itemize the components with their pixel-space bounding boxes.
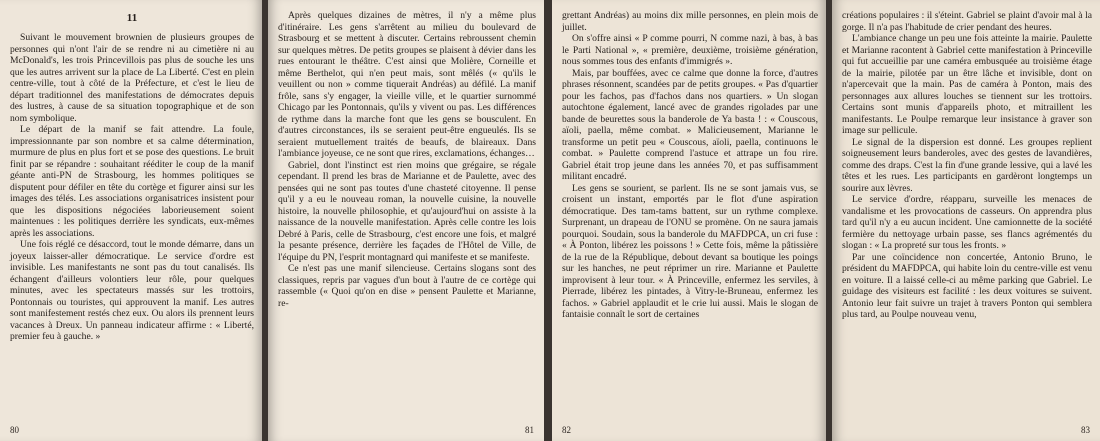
paragraph: Le signal de la dispersion est donné. Les groupes replient soigneusement leurs banderoles, avec des gestes de lavandières, comme des draps. C'est la fin d'une grande lessive, qui a lavé les têtes et les rues. Les participants en gardèront longtemps un sourire aux lèvres. — [842, 136, 1092, 194]
page-text — [842, 10, 1092, 321]
page-number: 81 — [525, 425, 534, 435]
paragraph: Suivant le mouvement brownien de plusieurs groupes de personnes qui n'ont l'air de se rendre ni au cimetière ni au McDonald's, les trois Princevillois pas plus de souche les uns que les autres arrivent sur la place de La Liberté. C'est en plein centre-ville, tout à côté de la Préfecture, et c'est le lieu de départ traditionnel des manifestations de démocrates depuis des lustres, à cause de sa situation topographique et de son nom symbolique. — [10, 32, 254, 124]
page-number: 83 — [1081, 425, 1090, 435]
chapter-number: 11 — [126, 12, 138, 24]
paragraph: grettant Andréas) au moins dix mille personnes, en plein mois de juillet. — [562, 10, 818, 33]
page-82 — [552, 0, 826, 441]
page-80 — [0, 0, 262, 441]
page-number: 80 — [10, 425, 19, 435]
paragraph: Les gens se sourient, se parlent. Ils ne se sont jamais vus, se croisent un instant, emportés par le flot d'une aspiration démocratique. Des tam-tams battent, sur un rythme complexe. Surprenant, un drapeau de l'ONU se promène. On ne saura jamais pourquoi. Soudain, sous la banderole du MAFDPCA, un cri fuse : « À Ponton, libérez les poissons ! » Cette fois, même la pâtissière de la rue de la République, debout devant sa boutique les poings sur les hanches, ne peut réprimer un rire. Marianne et Paulette improvisent à leur tour. « À Princeville, enfermez les serviles, à Pierrade, libérez les pintades, à Vitry-le-Bruneau, enfermez les fachos. » Gabriel applaudit et le crie lui aussi. Mais le slogan de fantaisie connaît le sort de certaines — [562, 182, 818, 320]
page-text — [10, 32, 254, 343]
paragraph: créations populaires : il s'éteint. Gabriel se plaint d'avoir mal à la gorge. Il n'a pas l'habitude de crier pendant des heures. — [842, 10, 1092, 33]
paragraph: Ce n'est pas une manif silencieuse. Certains slogans sont des classiques, repris par vagues d'un bout à l'autre de ce cortège qui rassemble (« Quoi qu'on en dise » pensent Paulette et Marianne, re- — [278, 263, 536, 309]
page-number: 82 — [562, 425, 571, 435]
paragraph: On s'offre ainsi « P comme pourri, N comme nazi, à bas, à bas le Parti National », « première, deuxième, troisième génération, nous sommes tous des enfants d'immigrés ». — [562, 33, 818, 67]
paragraph: Gabriel, dont l'instinct est rien moins que grégaire, se régale cependant. Il prend les bras de Marianne et de Paulette, avec des pensées qui ne sont pas toutes d'une chasteté citoyenne. Il pense qu'il y a eu le nouveau roman, la nouvelle cuisine, la nouvelle histoire, la nouvelle philosophie, et qu'aujourd'hui on assiste à la naissance de la nouvelle manifestation. Après celle contre les lois Debré à Paris, celle de Strasbourg, c'est encore une fois, et malgré la pesante présence, derrière les façades de l'Hôtel de Ville, de l'équipe du PN, l'esprit montagnard qui manifeste et se manifeste. — [278, 159, 536, 263]
page-text — [562, 10, 818, 321]
paragraph: Une fois réglé ce désaccord, tout le monde démarre, dans un joyeux laisser-aller démocratique. Le service d'ordre est invisible. Les manifestants ne sont pas du tout canalisés. Ils échangent d'ailleurs volontiers leur rôle, pour quelques minutes, avec les spectateurs massés sur les trottoirs, Pontonnais ou touristes, qui approuvent la manif. Les autres sont manifestement restés chez eux. Ou alors ils prennent leurs vacances à Dreux. Un panneau indicateur affirme : « Liberté, premier feu à gauche. » — [10, 239, 254, 342]
paragraph: Le départ de la manif se fait attendre. La foule, impressionnante par son nombre et sa calme détermination, murmure de plus en plus fort et se pose des questions. Le bruit finit par se répandre : souhaitant rééditer le coup de la manif géante anti-PN de Strasbourg, les hommes politiques se disputent pour défiler en tête du cortège et figurer ainsi sur les images des télés. Les associations organisatrices insistent pour que les dispositions négociées laborieusement soient maintenues : les politiques derrière les syndicats, eux-mêmes après les associations. — [10, 124, 254, 239]
paragraph: Mais, par bouffées, avec ce calme que donne la force, d'autres phrases résonnent, scandées par de petits groupes. « Pas d'quartier pour les fachos, pas d'fachos dans nos quartiers. » Un slogan autochtone également, lancé avec de grandes rigolades par une bande de beurettes sous la banderole de Ya basta ! : « Couscous, aïoli, paella, même combat. » Malicieusement, Marianne le transforme un petit peu « Couscous, aïoli, paella, continuons le combat. » Paulette comprend l'astuce et attrape un fou rire. Gabriel était trop jeune dans les années 70, et pas suffisamment militant encadré. — [562, 67, 818, 182]
paragraph: Par une coïncidence non concertée, Antonio Bruno, le président du MAFDPCA, qui habite loin du centre-ville est venu en voiture. Il a laissé celle-ci au même parking que Gabriel. Le guidage des visiteurs est facilité : les deux voitures se suivent. Antonio leur fait suivre un trajet à travers Ponton qui semblera plus tard, au Poulpe nouveau venu, — [842, 251, 1092, 320]
page-83 — [832, 0, 1100, 441]
paragraph: Le service d'ordre, réapparu, surveille les menaces de vandalisme et les provocations de casseurs. On apprendra plus tard qu'il n'y a eu aucun incident. Une camionnette de la société fermière du nettoyage urbain passe, ses flancs agrémentés du slogan : « La propreté sur tous les fronts. » — [842, 194, 1092, 251]
page-text — [278, 10, 536, 309]
paragraph: L'ambiance change un peu une fois atteinte la mairie. Paulette et Marianne racontent à Gabriel cette manifestation à Princeville qui fut accueillie par une caméra embusquée au troisième étage de la mairie, pilotée par un être lâche et invisible, dont on n'apercevait que la main. Pas de caméra à Ponton, mais des personnages aux allures louches se tiennent sur les trottoirs. Certains sont munis d'appareils photo, et mitraillent les manifestants. Le Poulpe remarque leur insistance à graver son image sur pellicule. — [842, 33, 1092, 136]
paragraph: Après quelques dizaines de mètres, il n'y a même plus d'itinéraire. Les gens s'arrêtent au milieu du boulevard de Strasbourg et se mettent à discuter. Certains rebroussent chemin sur quelques mètres. De petits groupes se plaisent à dévier dans les rues entourant le théâtre. C'est ainsi que Molière, Corneille et même Berthelot, qui n'en peut mais, sont mêlés (« qu'ils le veuillent ou non » comme tiquerait Andréas) au défilé. La manif frôle, sans s'y engager, la vieille ville, et le quartier surnommé Chicago par les Pontonnais, qu'ils y vivent ou pas. Les différences de rythme dans la marche font que les gens se bousculent. En d'autres circonstances, ils se seraient peut-être engueulés. Ils se seraient mutuellement traités de beaufs, de blaireaux. Dans l'ambiance joyeuse, ce ne sont que rires, exclamations, échanges… — [278, 10, 536, 159]
page-81 — [268, 0, 544, 441]
